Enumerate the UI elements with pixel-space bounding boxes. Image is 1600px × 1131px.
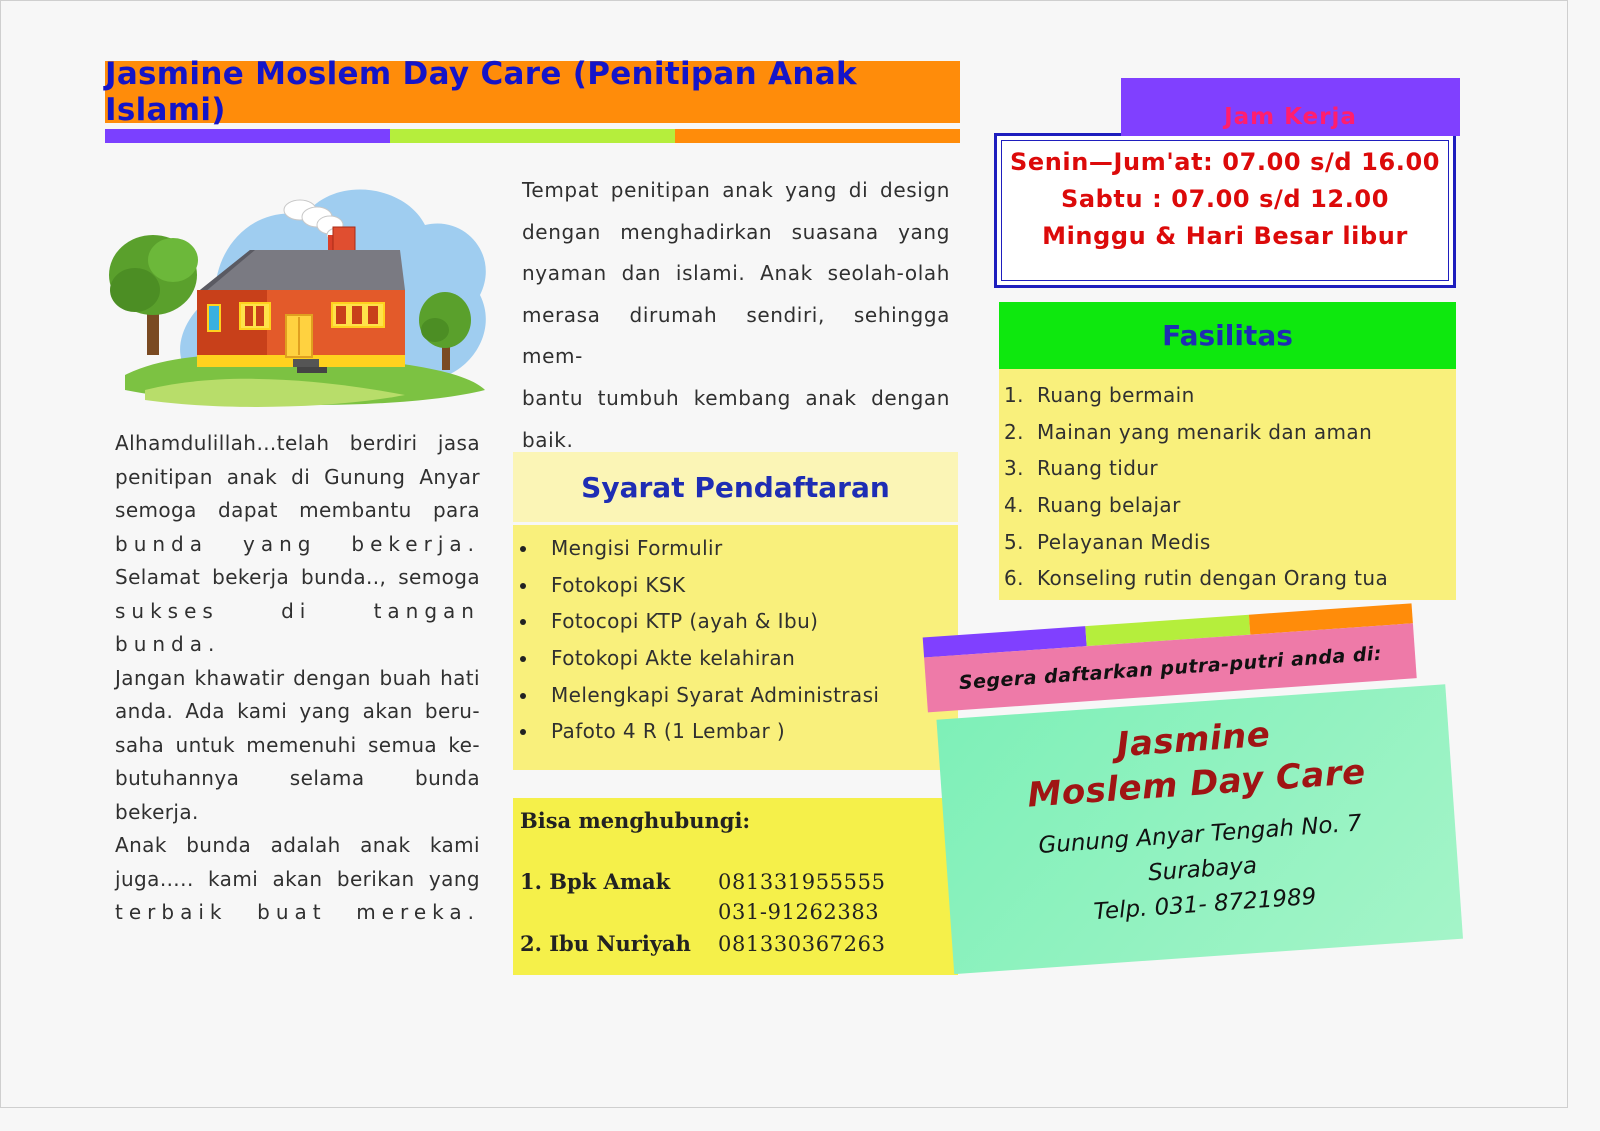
- house-illustration: [105, 165, 490, 410]
- contact-title: Bisa menghubungi:: [520, 808, 751, 833]
- jam-kerja-box: [994, 133, 1456, 288]
- syarat-list: [513, 530, 879, 750]
- welcome-line: saha untuk memenuhi semua ke-: [115, 732, 480, 757]
- intro-line: merasa dirumah sendiri, sehingga mem-: [522, 302, 950, 369]
- syarat-item: Fotokopi KSK: [513, 567, 879, 604]
- fasilitas-label: Ruang tidur: [1037, 456, 1159, 481]
- fasilitas-item: [1004, 524, 1388, 561]
- fasilitas-item: [1004, 377, 1388, 414]
- welcome-line: semoga dapat membantu para: [115, 498, 480, 522]
- syarat-item: Fotokopi Akte kelahiran: [513, 640, 879, 677]
- fasilitas-number: 1.: [1004, 383, 1024, 407]
- welcome-line: juga….. kami akan berikan yang: [115, 866, 480, 891]
- fasilitas-title: Fasilitas: [1162, 319, 1293, 352]
- welcome-line: Selamat bekerja bunda.., semoga: [115, 565, 480, 589]
- card-city: Surabaya: [1147, 852, 1258, 887]
- contact-row: [520, 869, 886, 894]
- intro-line: Tempat penitipan anak yang di design: [522, 178, 950, 202]
- contact-name: 1. Bpk Amak: [520, 869, 671, 894]
- contact-row: [520, 900, 879, 924]
- fasilitas-number: 6.: [1004, 566, 1024, 591]
- card-body: [936, 684, 1463, 974]
- card-address: Gunung Anyar Tengah No. 7: [1037, 810, 1363, 859]
- fasilitas-number: 4.: [1004, 493, 1024, 518]
- welcome-line: sukses di tangan bunda.: [115, 598, 480, 656]
- contact-name: 2. Ibu Nuriyah: [520, 931, 691, 956]
- jam-line: Senin—Jum'at: 07.00 s/d 16.00: [1009, 148, 1441, 176]
- address-card: [923, 603, 1438, 1006]
- welcome-line: butuhannya selama bunda bekerja.: [115, 766, 480, 824]
- title-stripe-purple: [105, 129, 390, 143]
- contact-number: 081330367263: [718, 932, 886, 956]
- jam-kerja-header: [1121, 78, 1460, 136]
- contact-box: [513, 798, 958, 975]
- jam-kerja-title: Jam Kerja: [1224, 104, 1357, 130]
- fasilitas-item: [1004, 487, 1388, 524]
- fasilitas-label: Ruang belajar: [1037, 493, 1181, 518]
- fasilitas-number: 5.: [1004, 529, 1024, 554]
- card-name-line2: Moslem Day Care: [1026, 752, 1367, 816]
- intro-line: baik.: [522, 427, 574, 452]
- fasilitas-item: [1004, 414, 1388, 451]
- welcome-line: penitipan anak di Gunung Anyar: [115, 464, 480, 489]
- intro-line: dengan menghadirkan suasana yang: [522, 219, 950, 244]
- syarat-item: Pafoto 4 R (1 Lembar ): [513, 713, 879, 750]
- welcome-paragraph: [115, 427, 480, 930]
- welcome-line: anda. Ada kami yang akan beru-: [115, 699, 480, 723]
- welcome-line: bunda yang bekerja.: [115, 531, 480, 556]
- fasilitas-label: Konseling rutin dengan Orang tua: [1037, 566, 1389, 591]
- contact-number: 031-91262383: [718, 900, 880, 924]
- welcome-line: terbaik buat mereka.: [115, 900, 480, 924]
- welcome-line: Alhamdulillah…telah berdiri jasa: [115, 431, 480, 455]
- syarat-box: [513, 525, 958, 770]
- syarat-item: Mengisi Formulir: [513, 530, 879, 567]
- card-banner-text: Segera daftarkan putra-putri anda di:: [958, 642, 1383, 694]
- jam-line: Minggu & Hari Besar libur: [1042, 222, 1408, 250]
- syarat-item: Melengkapi Syarat Administrasi: [513, 677, 879, 714]
- contact-number: 081331955555: [718, 870, 886, 894]
- fasilitas-label: Ruang bermain: [1037, 383, 1195, 407]
- intro-line: bantu tumbuh kembang anak dengan: [522, 385, 950, 410]
- page-title: Jasmine Moslem Day Care (Penitipan Anak Islami): [105, 56, 857, 128]
- fasilitas-header: [999, 302, 1456, 369]
- title-stripe-lime: [390, 129, 675, 143]
- fasilitas-box: [999, 369, 1456, 600]
- syarat-header: [513, 452, 958, 522]
- fasilitas-number: 3.: [1004, 456, 1024, 481]
- jam-line: Sabtu : 07.00 s/d 12.00: [1060, 185, 1390, 213]
- title-banner: [105, 56, 960, 128]
- welcome-line: Jangan khawatir dengan buah hati: [115, 665, 480, 690]
- fasilitas-number: 2.: [1004, 419, 1024, 444]
- welcome-line: Anak bunda adalah anak kami: [115, 833, 480, 857]
- card-phone: Telp. 031- 8721989: [1092, 883, 1318, 926]
- syarat-item: Fotocopi KTP (ayah & Ibu): [513, 603, 879, 640]
- fasilitas-label: Mainan yang menarik dan aman: [1037, 419, 1373, 444]
- fasilitas-list: [1004, 377, 1388, 597]
- fasilitas-label: Pelayanan Medis: [1037, 529, 1211, 554]
- intro-line: nyaman dan islami. Anak seolah-olah: [522, 261, 950, 286]
- card-name-line1: Jasmine: [1115, 714, 1272, 766]
- intro-paragraph: [522, 170, 950, 461]
- syarat-title: Syarat Pendaftaran: [581, 470, 890, 504]
- contact-row: [520, 931, 886, 956]
- fasilitas-item: [1004, 560, 1388, 597]
- fasilitas-item: [1004, 450, 1388, 487]
- title-stripe-orange: [675, 129, 960, 143]
